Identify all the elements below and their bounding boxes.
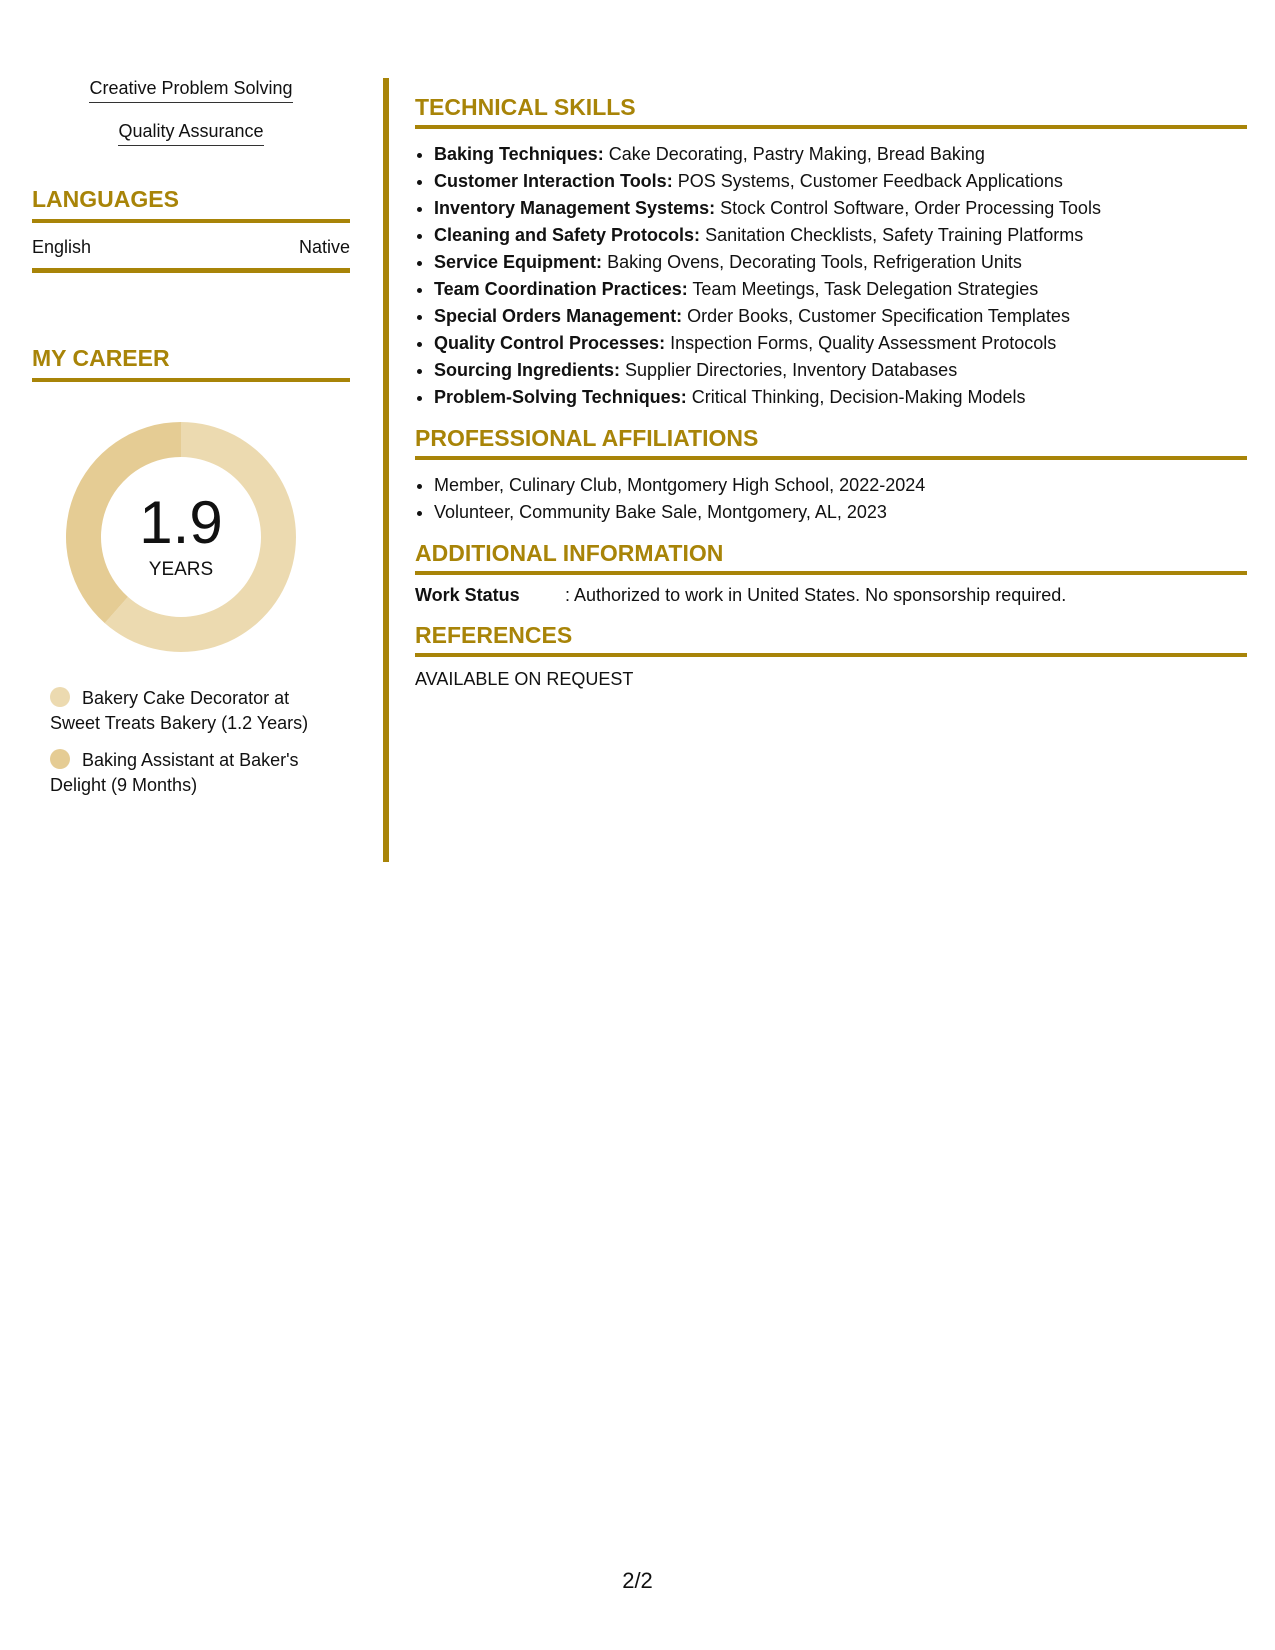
skill-chip: Creative Problem Solving [89, 78, 292, 103]
skill-label: Quality Control Processes: [434, 333, 666, 353]
affiliations-heading: PROFESSIONAL AFFILIATIONS [415, 425, 1247, 460]
skill-text: Inspection Forms, Quality Assessment Protocols [670, 333, 1057, 353]
sidebar [32, 78, 350, 810]
list-item [434, 249, 1247, 276]
languages-heading: LANGUAGES [32, 186, 350, 223]
list-item [434, 384, 1247, 411]
skill-text: Supplier Directories, Inventory Databases [625, 360, 958, 380]
skill-label: Cleaning and Safety Protocols: [434, 225, 701, 245]
technical-skills-list [415, 141, 1247, 411]
language-name: English [32, 237, 92, 257]
skill-label: Inventory Management Systems: [434, 198, 716, 218]
list-item [434, 303, 1247, 330]
list-item [434, 168, 1247, 195]
skill-label: Baking Techniques: [434, 144, 604, 164]
technical-skills-heading: TECHNICAL SKILLS [415, 94, 1247, 129]
legend-item [50, 748, 335, 798]
legend-label: Baking Assistant at Baker's Delight (9 Months) [50, 750, 299, 795]
career-total: 1.9 [139, 489, 223, 556]
skill-label: Team Coordination Practices: [434, 279, 688, 299]
page-number: 2/2 [622, 1568, 653, 1593]
language-row [32, 237, 350, 273]
list-item [434, 141, 1247, 168]
skill-text: POS Systems, Customer Feedback Applications [677, 171, 1063, 191]
language-level: Native [298, 237, 350, 257]
list-item [434, 195, 1247, 222]
column-divider [383, 78, 389, 862]
career-unit: YEARS [148, 559, 214, 580]
list-item [434, 276, 1247, 303]
skill-text: Team Meetings, Task Delegation Strategies [692, 279, 1039, 299]
skill-label: Service Equipment: [434, 252, 603, 272]
legend-item [50, 686, 335, 736]
legend-dot [50, 749, 70, 769]
additional-info-heading: ADDITIONAL INFORMATION [415, 540, 1247, 575]
work-status-value: : Authorized to work in United States. No sponsorship required. [565, 585, 1067, 605]
skill-label: Problem-Solving Techniques: [434, 387, 687, 407]
legend-dot [50, 687, 70, 707]
work-status-label: Work Status [415, 585, 520, 605]
legend-label: Bakery Cake Decorator at Sweet Treats Bakery (1.2 Years) [50, 688, 309, 733]
skill-text: Baking Ovens, Decorating Tools, Refrigeration Units [607, 252, 1022, 272]
donut-center [66, 422, 296, 652]
career-heading: MY CAREER [32, 345, 350, 382]
career-donut-chart [66, 422, 296, 652]
list-item: • Volunteer, Community Bake Sale, Montgomery, AL, 2023 [434, 499, 1247, 526]
skill-label: Customer Interaction Tools: [434, 171, 673, 191]
skill-label: Sourcing Ingredients: [434, 360, 621, 380]
main-column [415, 94, 1247, 690]
skill-text: Stock Control Software, Order Processing Tools [720, 198, 1101, 218]
list-item [434, 357, 1247, 384]
skill-label: Special Orders Management: [434, 306, 683, 326]
references-heading: REFERENCES [415, 622, 1247, 657]
skill-text: Order Books, Customer Specification Templates [687, 306, 1070, 326]
career-legend [50, 686, 350, 798]
list-item: • Member, Culinary Club, Montgomery High School, 2022-2024 [434, 472, 1247, 499]
list-item [434, 330, 1247, 357]
skill-text: Critical Thinking, Decision-Making Models [691, 387, 1026, 407]
work-status-row [415, 585, 1247, 606]
list-item [434, 222, 1247, 249]
skill-text: Cake Decorating, Pastry Making, Bread Baking [608, 144, 985, 164]
affiliations-list [415, 472, 1247, 526]
references-text: AVAILABLE ON REQUEST [415, 669, 634, 689]
skill-chip: Quality Assurance [118, 121, 263, 146]
skill-text: Sanitation Checklists, Safety Training Platforms [705, 225, 1084, 245]
